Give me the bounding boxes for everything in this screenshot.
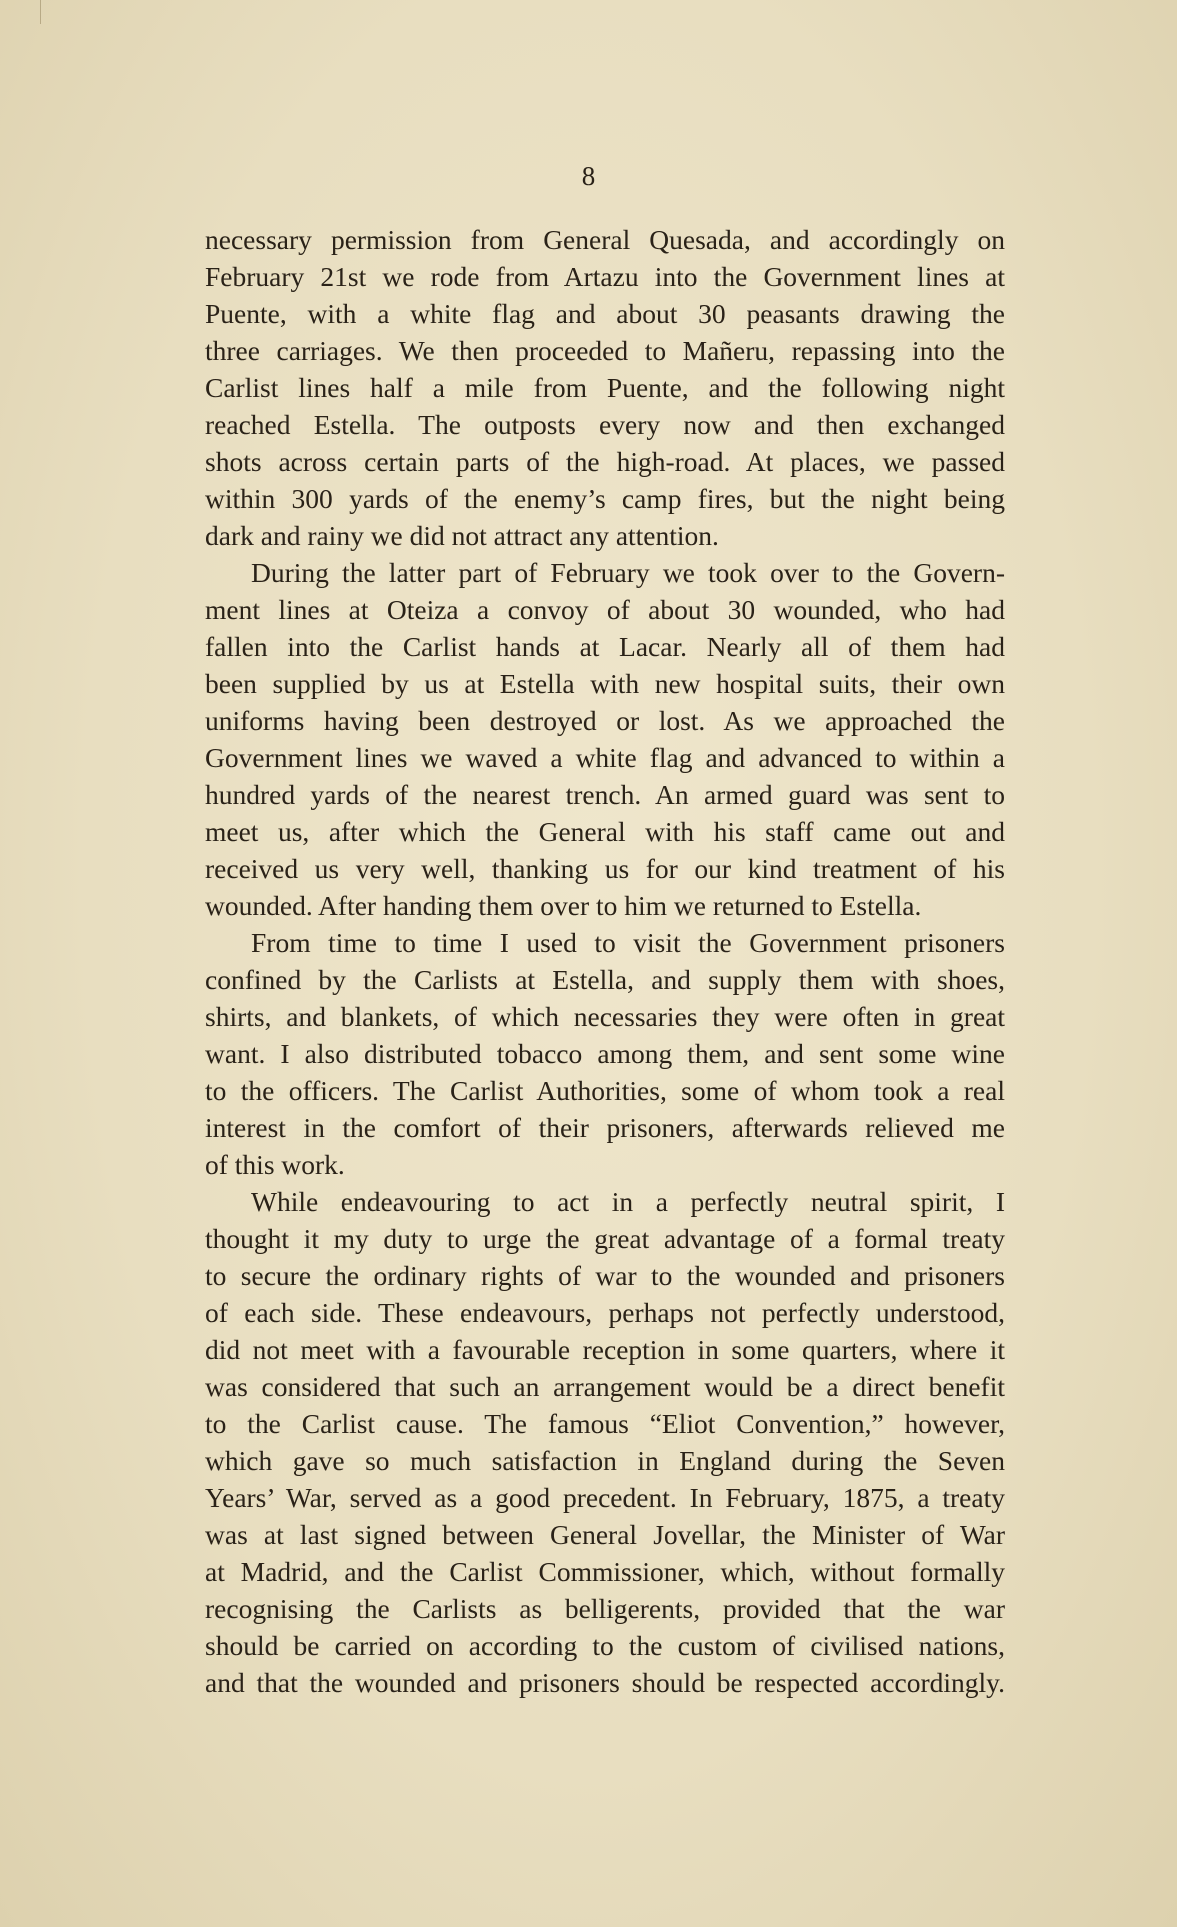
text-line: was at last signed between General Jovellar, the Minister of War <box>205 1519 1005 1550</box>
text-line: recognising the Carlists as belligerents, provided that the war <box>205 1593 1005 1624</box>
text-line: dark and rainy we did not attract any attention. <box>205 520 719 551</box>
page-edge-mark <box>40 0 41 24</box>
text-line: did not meet with a favourable reception in some quarters, where it <box>205 1334 1005 1365</box>
text-line: Puente, with a white flag and about 30 peasants drawing the <box>205 298 1005 329</box>
text-line: want. I also distributed tobacco among them, and sent some wine <box>205 1038 1005 1069</box>
text-line: February 21st we rode from Artazu into the Government lines at <box>205 261 1005 292</box>
text-line: three carriages. We then proceeded to Mañeru, repassing into the <box>205 335 1005 366</box>
text-line: From time to time I used to visit the Government prisoners <box>251 927 1005 958</box>
text-line: shirts, and blankets, of which necessaries they were often in great <box>205 1001 1005 1032</box>
text-line: to the officers. The Carlist Authorities, some of whom took a real <box>205 1075 1005 1106</box>
text-line: to secure the ordinary rights of war to the wounded and prisoners <box>205 1260 1005 1291</box>
text-line: While endeavouring to act in a perfectly neutral spirit, I <box>251 1186 1005 1217</box>
text-line: which gave so much satisfaction in England during the Seven <box>205 1445 1005 1476</box>
text-line: thought it my duty to urge the great advantage of a formal treaty <box>205 1223 1005 1254</box>
text-line: reached Estella. The outposts every now and then exchanged <box>205 409 1005 440</box>
text-line: been supplied by us at Estella with new hospital suits, their own <box>205 668 1005 699</box>
text-line: uniforms having been destroyed or lost. As we approached the <box>205 705 1005 736</box>
page-number: 8 <box>581 161 596 191</box>
text-line: at Madrid, and the Carlist Commissioner, which, without formally <box>205 1556 1005 1587</box>
text-line: hundred yards of the nearest trench. An armed guard was sent to <box>205 779 1005 810</box>
text-line: During the latter part of February we took over to the Govern- <box>251 557 1005 588</box>
text-line: of each side. These endeavours, perhaps not perfectly understood, <box>205 1297 1005 1328</box>
text-line: wounded. After handing them over to him we returned to Estella. <box>205 890 922 921</box>
body-text <box>205 221 1005 1701</box>
text-line: shots across certain parts of the high-road. At places, we passed <box>205 446 1005 477</box>
text-line: ment lines at Oteiza a convoy of about 30 wounded, who had <box>205 594 1005 625</box>
text-line: of this work. <box>205 1149 345 1180</box>
text-line: interest in the comfort of their prisoners, afterwards relieved me <box>205 1112 1005 1143</box>
text-line: was considered that such an arrangement would be a direct benefit <box>205 1371 1005 1402</box>
text-line: to the Carlist cause. The famous “Eliot Convention,” however, <box>205 1408 1005 1439</box>
text-line: meet us, after which the General with his staff came out and <box>205 816 1005 847</box>
text-line: necessary permission from General Quesada, and accordingly on <box>205 224 1005 255</box>
text-line: Government lines we waved a white flag and advanced to within a <box>205 742 1005 773</box>
text-line: fallen into the Carlist hands at Lacar. Nearly all of them had <box>205 631 1005 662</box>
text-line: and that the wounded and prisoners should be respected accordingly. <box>205 1667 1005 1698</box>
text-line: confined by the Carlists at Estella, and supply them with shoes, <box>205 964 1005 995</box>
text-line: within 300 yards of the enemy’s camp fires, but the night being <box>205 483 1005 514</box>
text-line: received us very well, thanking us for our kind treatment of his <box>205 853 1005 884</box>
text-line: Years’ War, served as a good precedent. In February, 1875, a treaty <box>205 1482 1005 1513</box>
text-line: Carlist lines half a mile from Puente, and the following night <box>205 372 1005 403</box>
text-line: should be carried on according to the custom of civilised nations, <box>205 1630 1005 1661</box>
